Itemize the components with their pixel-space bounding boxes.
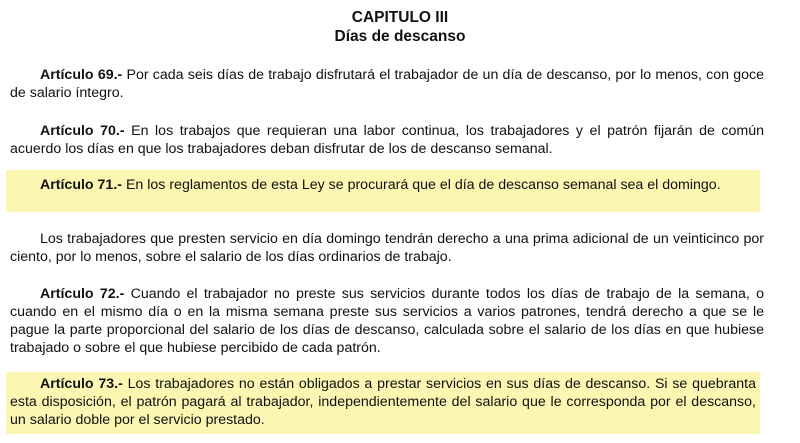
article-70-label: Artículo 70.- bbox=[40, 123, 125, 139]
article-73-label: Artículo 73.- bbox=[40, 376, 123, 392]
chapter-title: Días de descanso bbox=[334, 28, 466, 45]
article-73-text: Los trabajadores no están obligados a prestar servicios en sus días de descanso. Si se quebranta esta disposición, el patrón pagará al trabajador, independientemente del salario que le corresponda por el descanso, un salario doble por el servicio prestado. bbox=[10, 376, 756, 428]
article-69-label: Artículo 69.- bbox=[40, 67, 123, 83]
article-73-paragraph bbox=[6, 372, 760, 434]
article-71-paragraph bbox=[6, 170, 760, 212]
article-72-text: Cuando el trabajador no preste sus servicios durante todos los días de trabajo de la semana, o cuando en el mismo día o en la misma semana preste sus servicios a varios patrones, tendrá derecho a que se le pague la parte proporcional del salario de los días de descanso, calculada sobre el salario de los días en que hubiese trabajado o sobre el que hubiese percibido de cada patrón. bbox=[10, 286, 764, 356]
sunday-premium-text: Los trabajadores que presten servicio en día domingo tendrán derecho a una prima adicional de un veinticinco por ciento, por lo menos, sobre el salario de los días ordinarios de trabajo. bbox=[10, 231, 764, 265]
article-70-paragraph bbox=[6, 122, 768, 158]
article-69-paragraph bbox=[6, 66, 768, 102]
article-72-label: Artículo 72.- bbox=[40, 286, 125, 302]
sunday-premium-paragraph bbox=[6, 230, 768, 266]
article-71-label: Artículo 71.- bbox=[40, 177, 122, 193]
article-72-paragraph bbox=[6, 285, 768, 357]
article-71-text: En los reglamentos de esta Ley se procurará que el día de descanso semanal sea el domingo. bbox=[125, 177, 721, 193]
article-69-text: Por cada seis días de trabajo disfrutará el trabajador de un día de descanso, por lo menos, con goce de salario íntegro. bbox=[10, 67, 764, 101]
chapter-heading bbox=[0, 8, 800, 46]
article-70-text: En los trabajos que requieran una labor continua, los trabajadores y el patrón fijarán de común acuerdo los días en que los trabajadores deban disfrutar de los de descanso semanal. bbox=[10, 123, 764, 157]
chapter-number: CAPITULO III bbox=[351, 9, 449, 26]
